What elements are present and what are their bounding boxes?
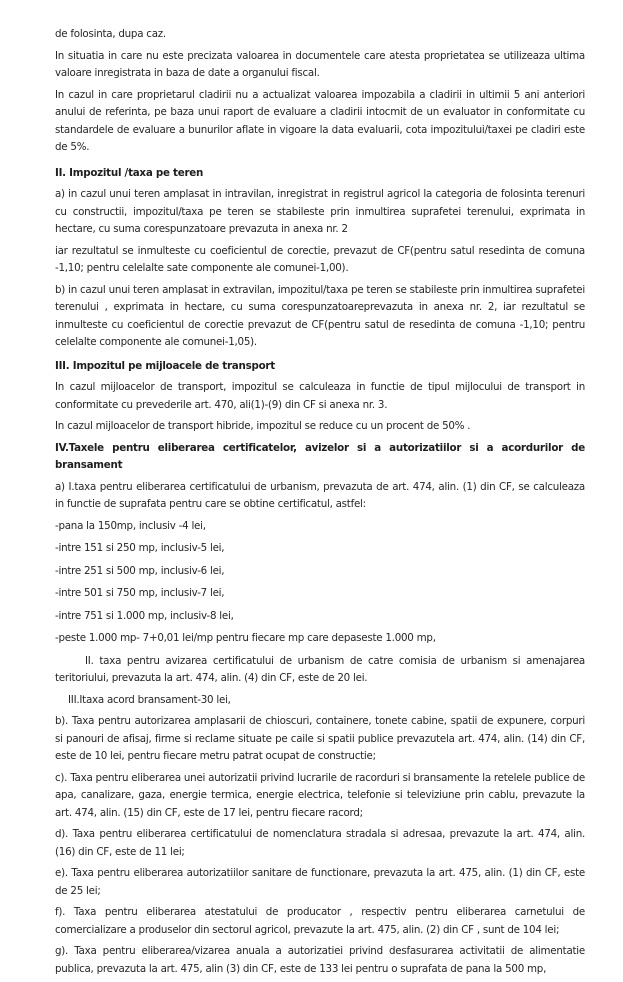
document-page (55, 26, 585, 982)
paragraph-valuation-rate: In cazul in care proprietarul cladirii nu a actualizat valoarea impozabila a cladirii in ultimii 5 ani anteriori anului de referinta, pe baza unui raport de evaluare a cladirii intocmit de un evaluator in conformitate cu standardele de evaluare a bunurilor aflate in vigoare la data evaluarii, cota impozitului/taxei pe cladiri este de 5%. (55, 88, 585, 153)
fee-tier: -peste 1.000 mp- 7+0,01 lei/mp pentru fiecare mp care depaseste 1.000 mp, (55, 632, 436, 644)
paragraph-continuation: de folosinta, dupa caz. (55, 28, 166, 40)
connection-agreement-fee: III.Itaxa acord bransament-30 lei, (68, 693, 231, 706)
producer-certificate-fee: f). Taxa pentru eliberarea atestatului de producator , respectiv pentru eliberarea carnetului de comercializare a produselor din sectorul agricol, prevazute la art. 475, alin. (2) din CF , sunt de 104 lei; (55, 906, 585, 936)
urbanism-commission-fee: II. taxa pentru avizarea certificatului de urbanism de catre comisia de urbanism si amenajarea teritoriului, prevazuta la art. 474, alin. (4) din CF, este de 20 lei. (55, 654, 585, 684)
land-tax-extravilan: b) in cazul unui teren amplasat in extravilan, impozitul/taxa pe teren se stabileste prin inmultirea suprafetei terenului , exprimata in hectare, cu suma corespunzatoareprevazuta in anexa nr. 2, iar rezultatul se inmulteste cu coeficientul de corectie prevazut de CF(pentru satul de resedinta de comuna -1,10; pentru celelalte componente ale comunei-1,05). (55, 283, 585, 348)
fee-tier: -intre 151 si 250 mp, inclusiv-5 lei, (55, 542, 225, 554)
fee-tier: -pana la 150mp, inclusiv -4 lei, (55, 519, 206, 532)
fee-tier: -intre 751 si 1.000 mp, inclusiv-8 lei, (55, 609, 234, 622)
section-heading-transport-tax: III. Impozitul pe mijloacele de transport (55, 359, 275, 372)
sanitary-authorization-fee: e). Taxa pentru eliberarea autorizatiilor sanitare de functionare, prevazuta la art. 475, alin. (1) din CF, este de 25 lei; (55, 867, 585, 897)
urbanism-certificate-fee-intro: a) I.taxa pentru eliberarea certificatului de urbanism, prevazuta de art. 474, alin. (1) din CF, se calculeaza in functie de suprafata pentru care se obtine certificatul, astfel: (55, 480, 585, 510)
fee-tier: -intre 501 si 750 mp, inclusiv-7 lei, (55, 587, 225, 599)
street-nomenclature-fee: d). Taxa pentru eliberarea certificatului de nomenclatura stradala si adresaa, prevazute la art. 474, alin. (16) din CF, este de 11 lei; (55, 828, 585, 858)
kiosk-authorization-fee: b). Taxa pentru autorizarea amplasarii de chioscuri, containere, tonete cabine, spatii de expunere, corpuri si panouri de afisaj, firme si reclame situate pe caile si spatii publice prevazutela art. 474, alin. (14) din CF, este de 10 lei, pentru fiecare metru patrat ocupat de constructie; (55, 715, 585, 762)
transport-tax-calculation: In cazul mijloacelor de transport, impozitul se calculeaza in functie de tipul mijlocului de transport in conformitate cu prevederile art. 470, ali(1)-(9) din CF si anexa nr. 3. (55, 381, 585, 411)
paragraph-valuation-default: In situatia in care nu este precizata valoarea in documentele care atesta proprietatea se utilizeaza ultima valoare inregistrata in baza de date a organului fiscal. (55, 49, 585, 79)
utility-connection-fee: c). Taxa pentru eliberarea unei autorizatii privind lucrarile de racorduri si bransamente la retelele publice de apa, canalizare, gaza, energie termica, energie electrica, telefonie si televiziune prin cablu, prevazute la art. 474, alin. (15) din CF, este de 17 lei, pentru fiecare racord; (55, 771, 585, 819)
public-catering-fee: g). Taxa pentru eliberarea/vizarea anuala a autorizatiei privind desfasurarea activitatii de alimentatie publica, prevazuta la art. 475, alin (3) din CF, este de 133 lei pentru o suprafata de pana la 500 mp, (55, 945, 585, 975)
land-tax-intravilan-continued: iar rezultatul se inmulteste cu coeficientul de corectie, prevazut de CF(pentru satul resedinta de comuna -1,10; pentru celelalte sate componente ale comunei-1,00). (55, 244, 585, 274)
section-heading-land-tax: II. Impozitul /taxa pe teren (55, 166, 204, 179)
land-tax-intravilan: a) in cazul unui teren amplasat in intravilan, inregistrat in registrul agricol la categoria de folosinta terenuri cu constructii, impozitul/taxa pe teren se stabileste prin inmultirea suprafetei terenului, exprimata in hectare, cu suma corespunzatoare prevazuta in anexa nr. 2 (55, 188, 585, 235)
transport-tax-hybrid: In cazul mijloacelor de transport hibride, impozitul se reduce cu un procent de 50% . (55, 420, 471, 432)
fee-tier: -intre 251 si 500 mp, inclusiv-6 lei, (55, 564, 225, 577)
section-heading-certificate-fees: IV.Taxele pentru eliberarea certificatelor, avizelor si a autorizatiilor si a acordurilor de bransament (55, 441, 585, 471)
